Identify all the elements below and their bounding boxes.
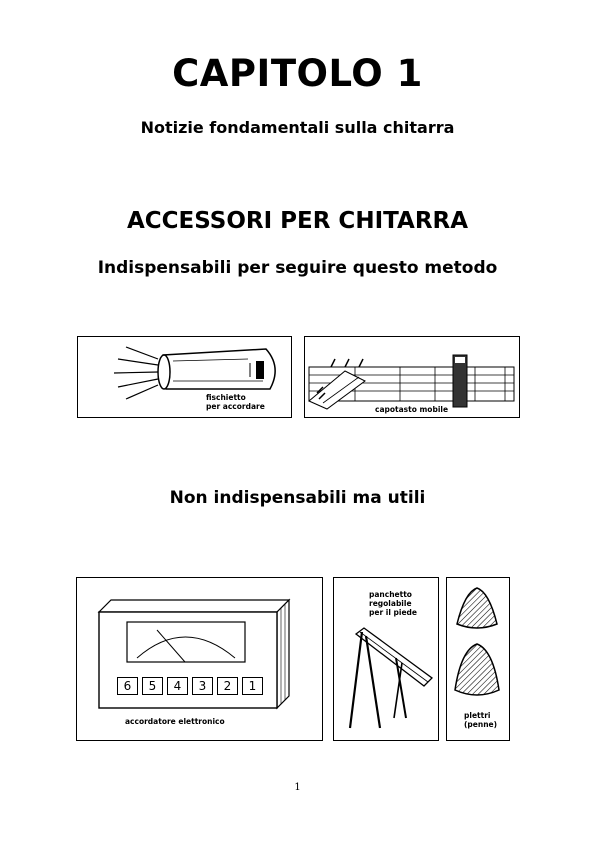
picks-caption-line1: plettri [464,711,491,720]
footstool-caption-line3: per il piede [369,608,417,617]
optional-heading: Non indispensabili ma utili [169,488,426,508]
chapter-title: CAPITOLO 1 [172,52,423,95]
whistle-caption-line1: fischietto [206,393,246,402]
whistle-caption-line2: per accordare [206,402,265,411]
capo-caption: capotasto mobile [375,405,449,414]
picks-illustration [446,577,510,741]
essential-heading: Indispensabili per seguire questo metodo [97,258,498,278]
tuner-button-4: 4 [167,677,188,695]
footstool-caption-line1: panchetto [369,590,412,599]
electronic-tuner-icon [77,578,321,739]
page-number: 1 [294,782,301,793]
section-title: ACCESSORI PER CHITARRA [126,208,469,234]
tuner-button-1: 1 [242,677,263,695]
tuner-button-3: 3 [192,677,213,695]
tuner-button-2: 2 [217,677,238,695]
tuner-illustration [76,577,323,741]
tuner-caption: accordatore elettronico [125,717,225,726]
footstool-icon [334,578,437,739]
footstool-illustration [333,577,439,741]
footstool-caption-line2: regolabile [369,599,412,608]
chapter-subtitle: Notizie fondamentali sulla chitarra [140,118,455,137]
tuner-button-6: 6 [117,677,138,695]
capo-illustration [304,336,520,418]
tuner-button-5: 5 [142,677,163,695]
tuner-button-row [117,677,263,695]
picks-caption-line2: (penne) [464,720,498,729]
whistle-illustration [77,336,292,418]
